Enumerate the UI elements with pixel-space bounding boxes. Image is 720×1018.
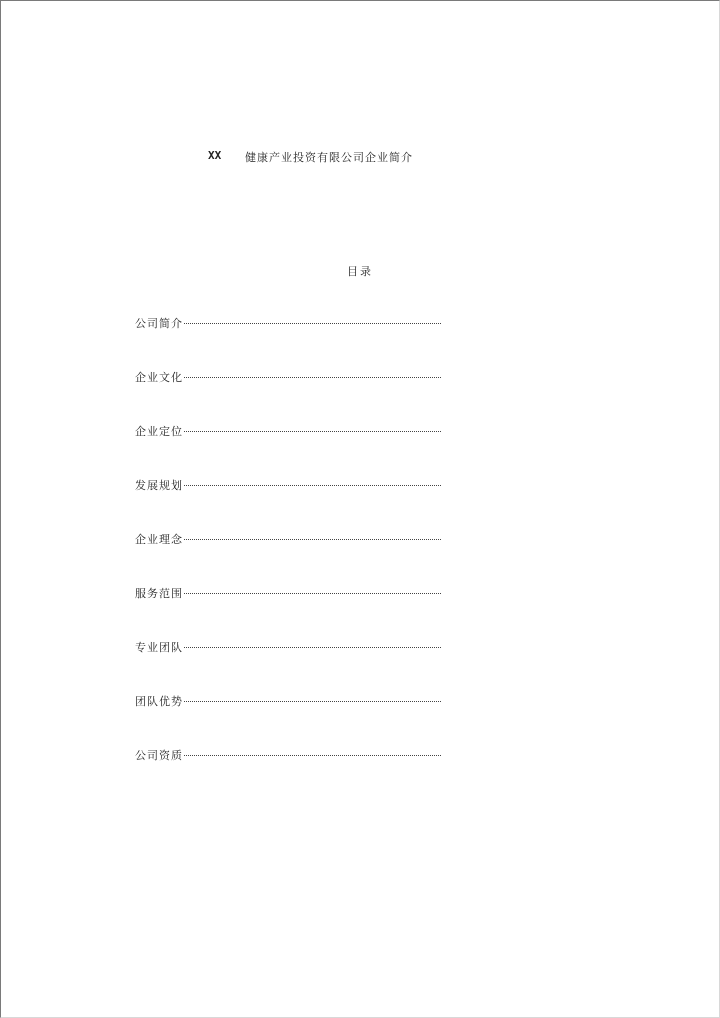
toc-dot-leader <box>184 484 441 486</box>
toc-item-label: 服务范围 <box>135 587 183 600</box>
toc-item-label: 企业定位 <box>135 425 183 438</box>
title-prefix: XX <box>208 149 222 162</box>
toc-item-professional-team[interactable] <box>135 639 441 693</box>
toc-item-service-scope[interactable] <box>135 585 441 639</box>
toc-item-label: 发展规划 <box>135 479 183 492</box>
toc-heading: 目录 <box>347 265 373 278</box>
toc-item-label: 企业理念 <box>135 533 183 546</box>
toc-dot-leader <box>184 754 441 756</box>
toc-item-corporate-culture[interactable] <box>135 369 441 423</box>
title-text: 健康产业投资有限公司企业简介 <box>245 151 413 164</box>
toc-item-development-plan[interactable] <box>135 477 441 531</box>
toc-item-company-intro[interactable] <box>135 315 441 369</box>
toc-dot-leader <box>184 538 441 540</box>
toc-dot-leader <box>184 322 441 324</box>
toc-dot-leader <box>184 376 441 378</box>
toc-dot-leader <box>184 592 441 594</box>
toc-item-qualifications[interactable] <box>135 747 441 801</box>
toc-item-label: 专业团队 <box>135 641 183 654</box>
toc-item-positioning[interactable] <box>135 423 441 477</box>
toc-dot-leader <box>184 646 441 648</box>
toc-item-label: 公司资质 <box>135 749 183 762</box>
toc-dot-leader <box>184 430 441 432</box>
toc-item-label: 企业文化 <box>135 371 183 384</box>
toc-item-label: 公司简介 <box>135 317 183 330</box>
document-title <box>1 149 720 169</box>
toc-item-label: 团队优势 <box>135 695 183 708</box>
toc-dot-leader <box>184 700 441 702</box>
toc-item-team-advantages[interactable] <box>135 693 441 747</box>
table-of-contents <box>135 315 441 801</box>
toc-item-philosophy[interactable] <box>135 531 441 585</box>
